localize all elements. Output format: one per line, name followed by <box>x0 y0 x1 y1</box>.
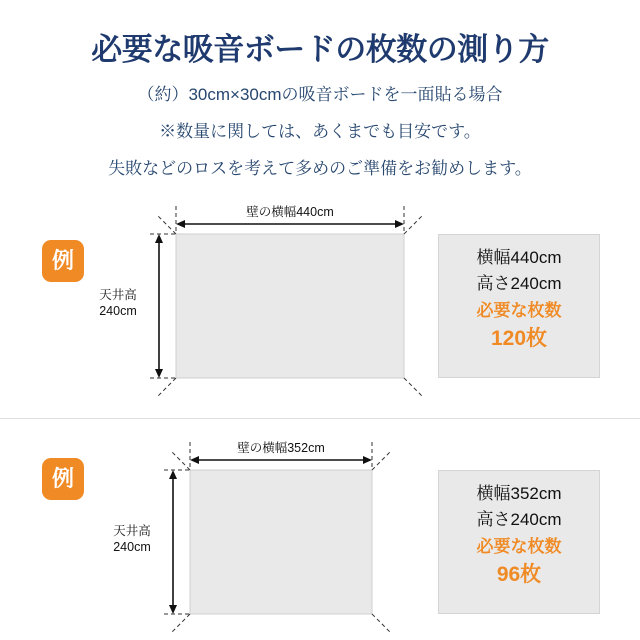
example-2-width-label: 壁の横幅352cm <box>237 441 325 455</box>
example-1-spec-width: 横幅440cm <box>476 248 562 267</box>
example-1-height-label-line1: 天井高 <box>99 288 137 302</box>
example-1-spec-count: 120枚 <box>490 327 548 351</box>
subtitle-line-2: ※数量に関しては、あくまでも目安です。 <box>159 122 481 141</box>
example-2-spec-panel <box>438 470 600 614</box>
example-1-width-label: 壁の横幅440cm <box>246 205 334 219</box>
page-title: 必要な吸音ボードの枚数の測り方 <box>91 32 549 67</box>
example-badge-2: 例 <box>42 458 84 500</box>
example-2-spec-need-label: 必要な枚数 <box>476 536 562 556</box>
example-2-height-label-line2: 240cm <box>113 540 151 554</box>
example-2-spec-count: 96枚 <box>496 563 542 587</box>
example-badge-1: 例 <box>42 240 84 282</box>
example-1-spec-need-label: 必要な枚数 <box>476 300 562 320</box>
example-2-spec-height: 高さ240cm <box>476 510 562 530</box>
subtitle-line-1: （約）30cm×30cmの吸音ボードを一面貼る場合 <box>137 85 503 104</box>
example-2-spec-width: 横幅352cm <box>476 484 562 503</box>
subtitle-line-3: 失敗などのロスを考えて多めのご準備をお勧めします。 <box>108 159 532 178</box>
example-1-height-label-line2: 240cm <box>99 304 137 318</box>
example-1-spec-height: 高さ240cm <box>476 274 562 294</box>
example-2-height-label-line1: 天井高 <box>113 524 151 538</box>
